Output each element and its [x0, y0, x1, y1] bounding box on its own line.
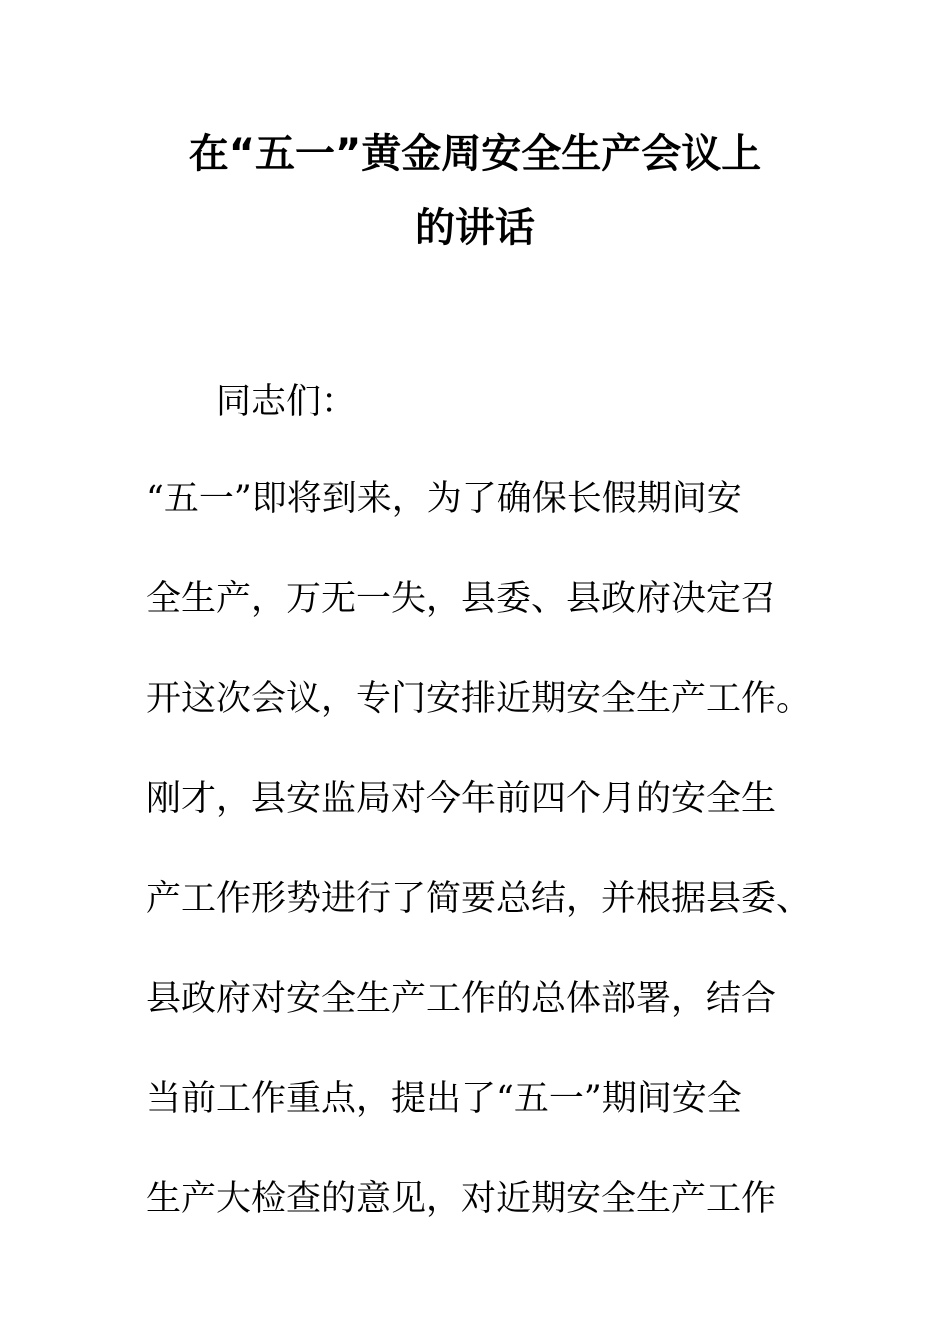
- document-title-line-2: 的讲话: [415, 205, 535, 251]
- document-title-line-1: 在“五一”黄金周安全生产会议上: [188, 131, 762, 177]
- body-text-line: 全生产，万无一失，县委、县政府决定召: [146, 579, 777, 619]
- salutation: 同志们：: [216, 382, 357, 422]
- body-text-line: 县政府对安全生产工作的总体部署，结合: [146, 979, 777, 1019]
- body-text-line: “五一”即将到来，为了确保长假期间安: [146, 479, 742, 519]
- body-text-line: 当前工作重点，提出了“五一”期间安全: [146, 1079, 742, 1119]
- body-text-line: 产工作形势进行了简要总结，并根据县委、: [146, 879, 812, 919]
- body-text-line: 生产大检查的意见，对近期安全生产工作: [146, 1179, 777, 1219]
- body-text-line: 刚才，县安监局对今年前四个月的安全生: [146, 779, 777, 819]
- body-text-line: 开这次会议，专门安排近期安全生产工作。: [146, 679, 812, 719]
